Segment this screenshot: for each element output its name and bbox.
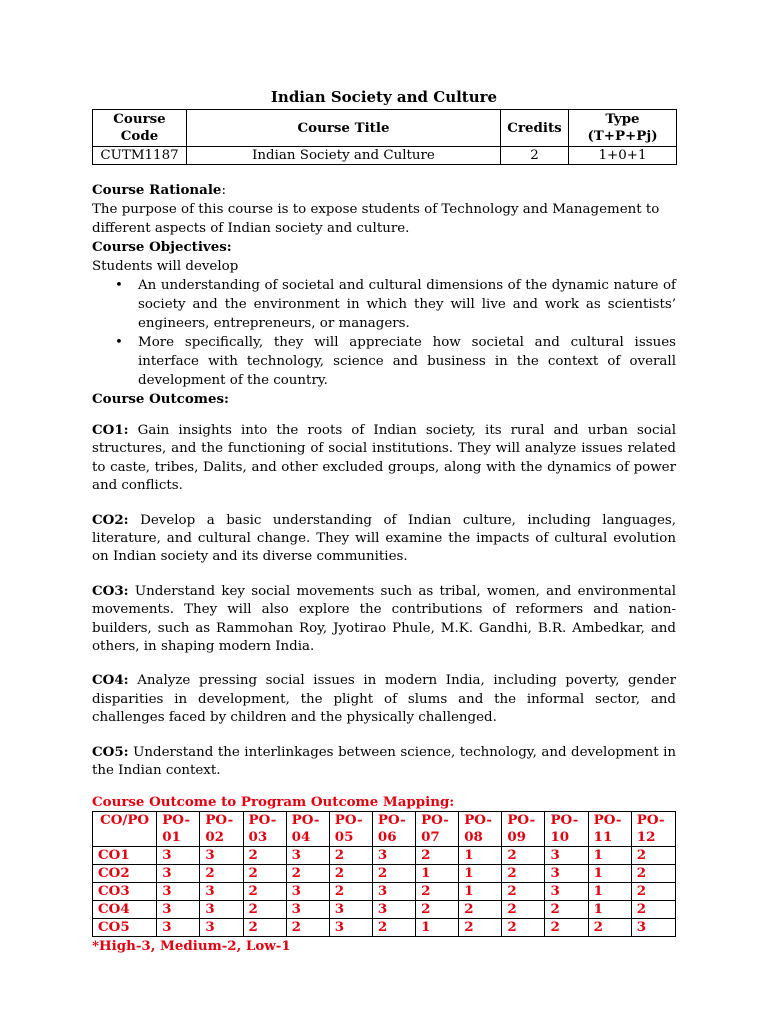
document-page [92,88,676,956]
objectives-heading: Course Objectives: [92,239,232,255]
mapping-value-cell: 2 [416,882,459,900]
mapping-value-cell: 2 [631,864,675,882]
mapping-value-cell: 2 [200,864,243,882]
mapping-value-cell: 3 [372,846,415,864]
mapping-corner-cell: CO/PO [93,811,157,846]
mapping-value-cell: 3 [200,882,243,900]
mapping-value-cell: 3 [286,846,329,864]
mapping-value-cell: 2 [243,900,286,918]
mapping-value-cell: 2 [502,864,545,882]
po-header-12: PO- 12 [631,811,675,846]
mapping-value-cell: 2 [329,882,372,900]
rationale-heading: Course Rationale: [92,182,226,198]
course-code-cell: CUTM1187 [93,147,187,165]
mapping-value-cell: 2 [243,846,286,864]
mapping-value-cell: 1 [459,846,502,864]
outcome-co3: CO3: Understand key social movements such as tribal, women, and environmental movements. They will also explore the contributions of reformers and nation-builders, such as Rammohan Roy, Jyotirao Phule, M.K. Gandhi, B.R. Ambedkar, and others, in shaping modern India. [92,582,676,655]
mapping-value-cell: 2 [545,900,588,918]
objectives-intro: Students will develop [92,259,239,274]
objective-item: • An understanding of societal and cultural dimensions of the dynamic nature of society and the environment in which they will live and work as scientists’ engineers, entrepreneurs, or managers. [138,276,676,333]
mapping-value-cell: 2 [416,900,459,918]
mapping-row-co1 [93,846,676,864]
po-header-04: PO- 04 [286,811,329,846]
po-header-09: PO- 09 [502,811,545,846]
mapping-value-cell: 1 [588,900,631,918]
outcome-co2: CO2: Develop a basic understanding of Indian culture, including languages, literature, and cultural change. They will examine the impacts of cultural evolution on Indian society and its diverse communities. [92,511,676,565]
document-title: Indian Society and Culture [270,88,498,106]
mapping-value-cell: 1 [416,864,459,882]
mapping-value-cell: 3 [329,918,372,936]
mapping-value-cell: 3 [372,900,415,918]
po-header-05: PO- 05 [329,811,372,846]
mapping-value-cell: 3 [157,864,200,882]
mapping-row-co4 [93,900,676,918]
mapping-row-co2 [93,864,676,882]
course-info-header-row [93,110,677,147]
po-header-11: PO- 11 [588,811,631,846]
mapping-legend: *High-3, Medium-2, Low-1 [92,937,291,954]
mapping-value-cell: 2 [372,918,415,936]
course-info-table [92,109,677,165]
mapping-row-co3 [93,882,676,900]
mapping-value-cell: 2 [631,900,675,918]
mapping-value-cell: 2 [631,882,675,900]
mapping-value-cell: 3 [329,900,372,918]
mapping-value-cell: 3 [157,918,200,936]
mapping-header-row [93,811,676,846]
mapping-value-cell: 3 [545,882,588,900]
mapping-value-cell: 2 [631,846,675,864]
mapping-value-cell: 1 [588,864,631,882]
outcomes-heading: Course Outcomes: [92,391,229,407]
outcome-co1: CO1: Gain insights into the roots of Indian society, its rural and urban social structures, and the functioning of social institutions. They will analyze issues related to caste, tribes, Dalits, and other excluded groups, along with the dynamics of power and conflicts. [92,422,676,494]
po-header-06: PO- 06 [372,811,415,846]
mapping-value-cell: 1 [459,864,502,882]
mapping-row-co5 [93,918,676,936]
mapping-co-label: CO2 [93,864,157,882]
po-header-10: PO- 10 [545,811,588,846]
outcome-co4: CO4: Analyze pressing social issues in modern India, including poverty, gender disparities in development, the plight of slums and the informal sector, and challenges faced by children and the physically challenged. [92,672,676,726]
mapping-value-cell: 2 [502,846,545,864]
mapping-value-cell: 2 [243,918,286,936]
mapping-value-cell: 2 [286,918,329,936]
credits-cell: 2 [501,147,569,165]
mapping-value-cell: 2 [243,864,286,882]
mapping-value-cell: 3 [200,900,243,918]
outcome-co5: CO5: Understand the interlinkages between science, technology, and development in the Indian context. [92,743,676,779]
po-header-08: PO- 08 [459,811,502,846]
mapping-value-cell: 3 [200,846,243,864]
mapping-value-cell: 3 [545,864,588,882]
po-header-01: PO- 01 [157,811,200,846]
mapping-value-cell: 2 [502,882,545,900]
co-po-mapping-table [92,811,676,937]
mapping-value-cell: 2 [372,864,415,882]
mapping-value-cell: 3 [372,882,415,900]
objectives-list [92,276,676,390]
po-header-03: PO- 03 [243,811,286,846]
mapping-value-cell: 2 [502,918,545,936]
po-header-07: PO- 07 [416,811,459,846]
mapping-value-cell: 3 [157,882,200,900]
header-credits: Credits [501,110,569,147]
mapping-co-label: CO3 [93,882,157,900]
mapping-value-cell: 2 [329,846,372,864]
mapping-value-cell: 2 [416,846,459,864]
objective-item: • More specifically, they will appreciate how societal and cultural issues interface with technology, science and business in the context of overall development of the country. [138,333,676,390]
mapping-value-cell: 3 [286,882,329,900]
mapping-value-cell: 3 [631,918,675,936]
mapping-value-cell: 2 [286,864,329,882]
header-course-code: Course Code [93,110,187,147]
mapping-value-cell: 2 [459,900,502,918]
mapping-value-cell: 2 [588,918,631,936]
mapping-value-cell: 3 [157,900,200,918]
mapping-value-cell: 1 [416,918,459,936]
mapping-co-label: CO1 [93,846,157,864]
rationale-text: The purpose of this course is to expose students of Technology and Management to different aspects of Indian society and culture. [92,202,660,236]
mapping-co-label: CO5 [93,918,157,936]
course-info-row [93,147,677,165]
mapping-value-cell: 2 [545,918,588,936]
header-type: Type (T+P+Pj) [569,110,677,147]
mapping-value-cell: 3 [545,846,588,864]
mapping-value-cell: 2 [243,882,286,900]
mapping-co-label: CO4 [93,900,157,918]
mapping-value-cell: 2 [329,864,372,882]
mapping-value-cell: 2 [459,918,502,936]
mapping-value-cell: 3 [286,900,329,918]
header-course-title: Course Title [187,110,501,147]
mapping-value-cell: 3 [157,846,200,864]
mapping-heading: Course Outcome to Program Outcome Mapping: [92,793,455,810]
type-cell: 1+0+1 [569,147,677,165]
course-title-cell: Indian Society and Culture [187,147,501,165]
po-header-02: PO- 02 [200,811,243,846]
mapping-value-cell: 1 [459,882,502,900]
mapping-value-cell: 2 [502,900,545,918]
mapping-value-cell: 1 [588,846,631,864]
mapping-value-cell: 3 [200,918,243,936]
mapping-value-cell: 1 [588,882,631,900]
